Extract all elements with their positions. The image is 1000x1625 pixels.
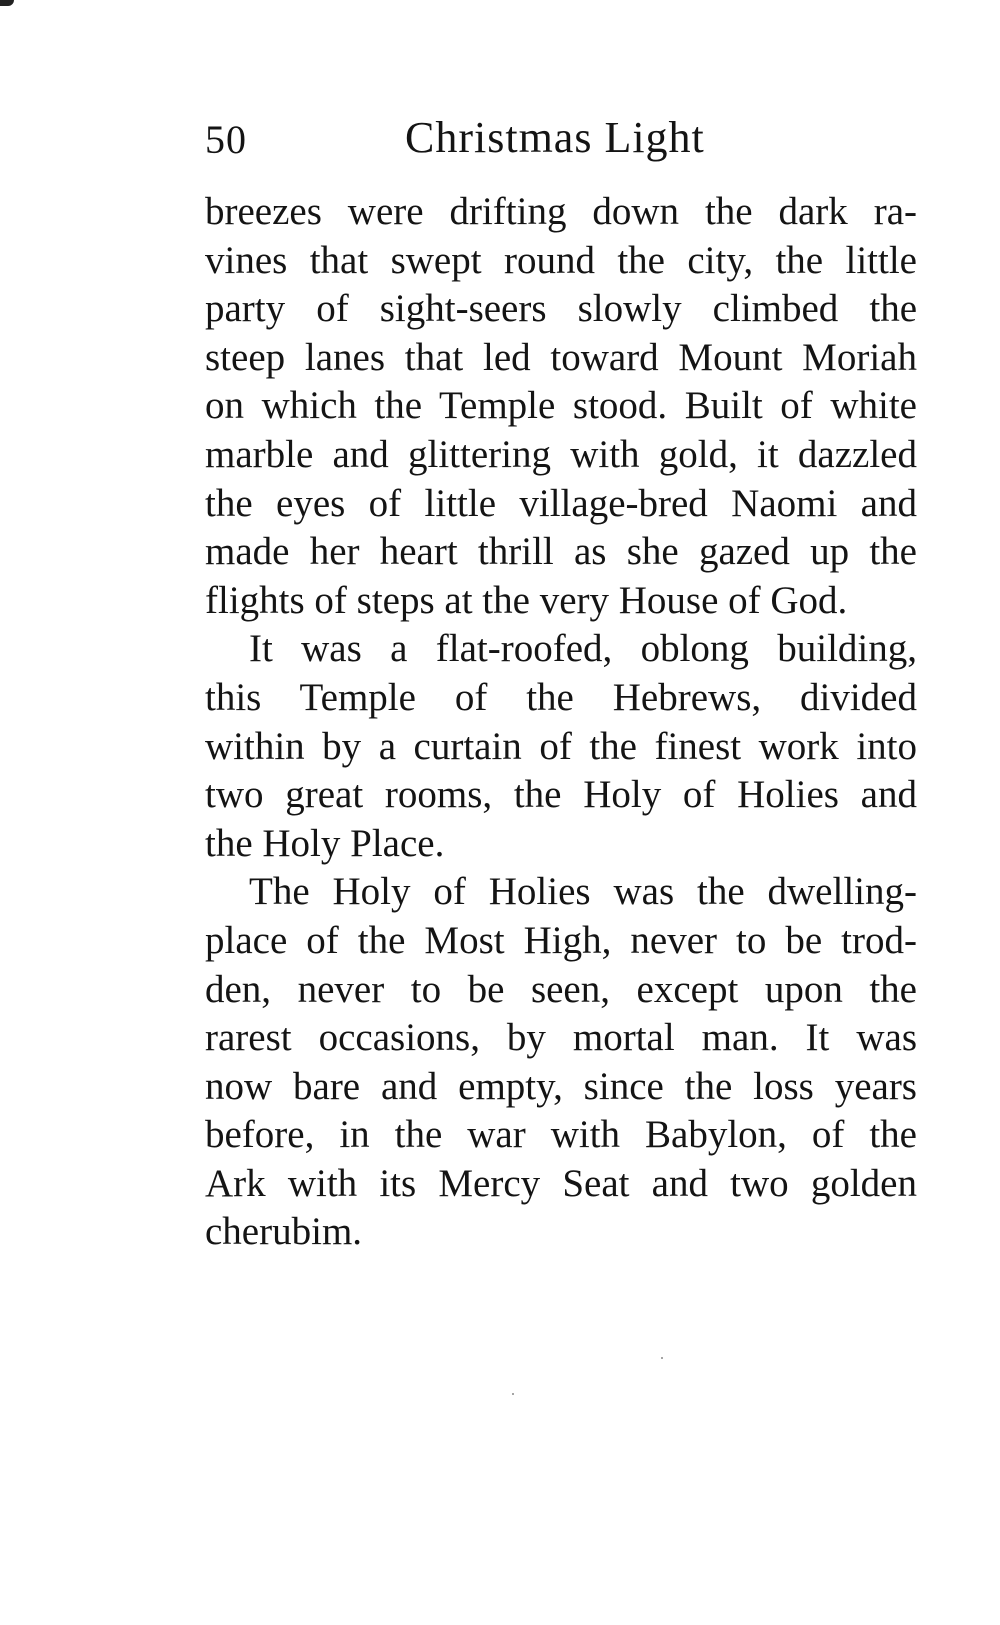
running-title: Christmas Light (405, 113, 705, 162)
scan-edge-mark (0, 0, 14, 6)
text-line: made her heart thrill as she gazed up the (205, 530, 917, 574)
text-line: den, never to be seen, except upon the (205, 967, 917, 1011)
text-line: the eyes of little village-bred Naomi and (205, 481, 917, 525)
text-line: Ark with its Mercy Seat and two golden (205, 1161, 917, 1205)
text-line: place of the Most High, never to be trod- (205, 918, 917, 962)
text-line: on which the Temple stood. Built of white (205, 384, 917, 428)
scan-speck (512, 1393, 514, 1395)
page-number: 50 (205, 117, 247, 162)
page-header (205, 112, 925, 172)
scan-speck (661, 1357, 663, 1359)
text-line: breezes were drifting down the dark ra- (205, 190, 917, 233)
body-text (205, 188, 917, 1257)
text-line: It was a flat-roofed, oblong building, (249, 627, 917, 671)
text-line: The Holy of Holies was the dwelling- (249, 870, 917, 914)
text-line: marble and glittering with gold, it dazzled (205, 432, 917, 476)
text-line: rarest occasions, by mortal man. It was (205, 1016, 917, 1060)
text-line: before, in the war with Babylon, of the (205, 1113, 917, 1157)
text-line: steep lanes that led toward Mount Moriah (205, 335, 917, 379)
text-line: now bare and empty, since the loss years (205, 1064, 917, 1108)
text-line: party of sight-seers slowly climbed the (205, 287, 917, 331)
text-line: this Temple of the Hebrews, divided (205, 675, 917, 719)
text-line: flights of steps at the very House of God. (205, 578, 848, 622)
paragraph (205, 625, 917, 868)
text-line: cherubim. (205, 1210, 363, 1254)
text-line: vines that swept round the city, the little (205, 238, 917, 282)
text-line: the Holy Place. (205, 821, 445, 865)
text-line: two great rooms, the Holy of Holies and (205, 773, 917, 817)
paragraph (205, 868, 917, 1257)
text-line: within by a curtain of the finest work into (205, 724, 917, 768)
paragraph (205, 188, 917, 625)
